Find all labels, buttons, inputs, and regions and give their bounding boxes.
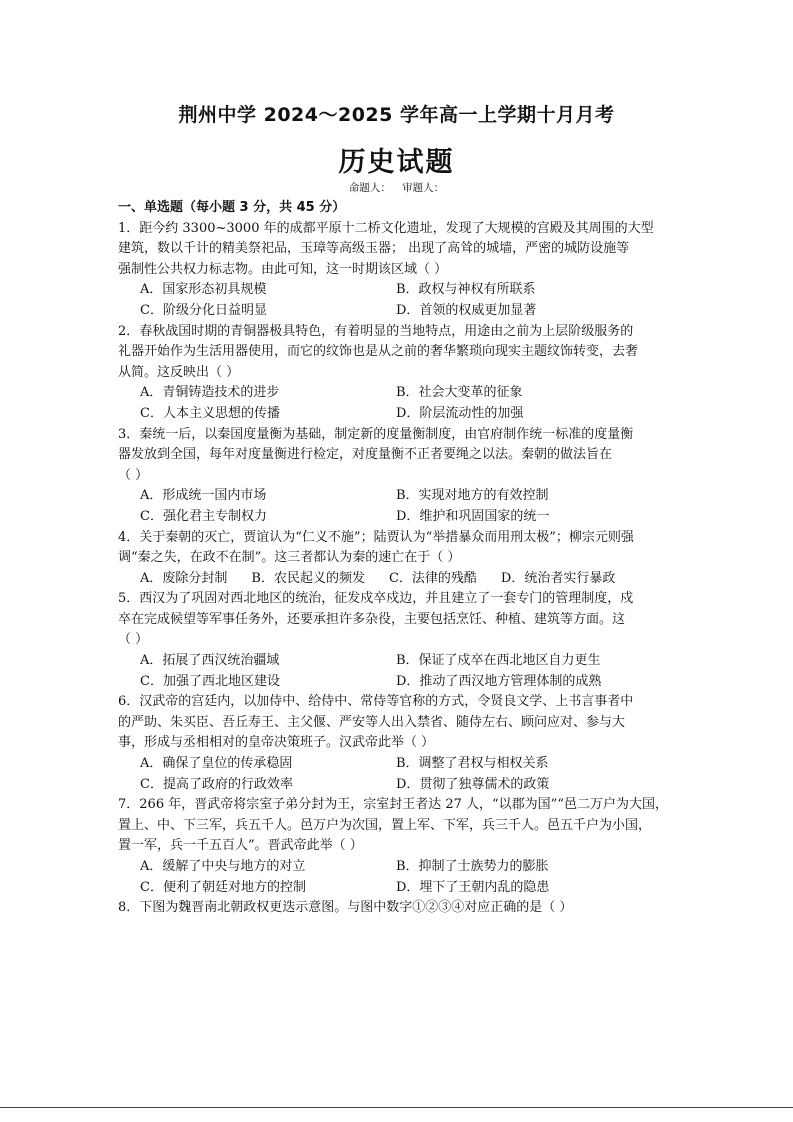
reviewer-label: 审题人： (402, 182, 445, 194)
exam-title: 荆州中学 2024～2025 学年高一上学期十月月考 (178, 104, 615, 126)
question-stem-line: 3．秦统一后，以秦国度量衡为基础，制定新的度量衡制度，由官府制作统一标准的度量衡 (118, 426, 634, 442)
answer-option: B．政权与神权有所联系 (396, 282, 536, 298)
answer-options (118, 651, 676, 692)
answer-option: D．贯彻了独尊儒术的政策 (396, 776, 550, 792)
answer-option: C．法律的残酷 (388, 570, 477, 586)
answer-option: D．埋下了王朝内乱的隐患 (396, 879, 550, 895)
question-stem-line: 5．西汉为了巩固对西北地区的统治，征发戍卒戍边，并且建立了一套专门的管理制度，戍 (118, 591, 634, 607)
answer-option: C．阶级分化日益明显 (140, 302, 267, 318)
question-stem-line: 调“秦之失，在政不在制”。这三者都认为秦的速亡在于（ ） (118, 550, 461, 566)
answer-option: A．废除分封制 (140, 570, 228, 586)
answer-options (118, 486, 676, 527)
question-list (118, 198, 676, 919)
answer-option: A．形成统一国内市场 (140, 488, 267, 504)
answer-option: B．抑制了士族势力的膨胀 (396, 859, 549, 874)
question (118, 795, 676, 898)
answer-option: B．保证了戍卒在西北地区自力更生 (396, 653, 601, 669)
page-bottom-rule (0, 1107, 793, 1108)
question (118, 898, 676, 919)
question (118, 589, 676, 692)
answer-options (118, 569, 676, 590)
answer-option: D．首领的权威更加显著 (396, 302, 537, 318)
question-stem-line: 建筑，数以千计的精美祭祀品，玉璋等高级玉器； 出现了高耸的城墙，严密的城防设施等 (118, 241, 630, 257)
answer-option: C．人本主义思想的传播 (140, 405, 280, 421)
question-stem-line: 强制性公共权力标志物。由此可知，这一时期该区域（ ） (118, 261, 448, 277)
subject-title: 历史试题 (338, 147, 455, 178)
question-stem-line: 从简。这反映出（ ） (118, 364, 240, 380)
answer-option: A．国家形态初具规模 (140, 282, 267, 298)
question (118, 425, 676, 528)
answer-option: B．调整了君权与相权关系 (396, 756, 549, 772)
answer-option: A．青铜铸造技术的进步 (140, 385, 280, 401)
answer-option: B．社会大变革的征象 (396, 385, 523, 401)
answer-option: C．便利了朝廷对地方的控制 (140, 879, 306, 895)
answer-option: A．拓展了西汉统治疆域 (140, 653, 280, 669)
question-stem-line: 8．下图为魏晋南北朝政权更迭示意图。与图中数字①②③④对应正确的是（ ） (118, 900, 573, 916)
question-stem-line: 4．关于秦朝的灭亡，贾谊认为“仁义不施”；陆贾认为“举措暴众而用刑太极”；柳宗元则强 (118, 529, 634, 545)
question-stem-line: 礼器开始作为生活用器使用，而它的纹饰也是从之前的奢华繁琐向现实主题纹饰转变，去奢 (118, 344, 639, 360)
answer-options (118, 754, 676, 795)
question-stem-line: 置一军，兵一千五百人”。晋武帝此举（ ） (118, 838, 363, 854)
answer-option: D．统治者实行暴政 (500, 570, 616, 586)
question-stem-line: 卒在完成候望等军事任务外，还要承担许多杂役，主要包括烹饪、种植、建筑等方面。这 (118, 611, 626, 627)
question-stem-line: 事，形成与丞相相对的皇帝决策班子。汉武帝此举（ ） (118, 735, 435, 751)
answer-option: D．维护和巩固国家的统一 (396, 508, 550, 524)
answer-options (118, 857, 676, 898)
author-line (0, 180, 793, 195)
answer-option: C．强化君主专制权力 (140, 508, 267, 524)
answer-option: D．推动了西汉地方管理体制的成熟 (396, 673, 602, 689)
question-stem-line: 6．汉武帝的宫廷内，以加侍中、给侍中、常侍等官称的方式，令贤良文学、上书言事者中 (118, 694, 634, 710)
question-stem-line: （ ） (118, 467, 149, 483)
answer-options (118, 280, 676, 321)
question-stem-line: 器发放到全国，每年对度量衡进行检定，对度量衡不正者要绳之以法。秦朝的做法旨在 (118, 447, 613, 463)
question (118, 692, 676, 795)
question (118, 528, 676, 590)
answer-option: A．确保了皇位的传承稳固 (140, 756, 293, 772)
question-stem-line: 1．距今约 3300~3000 年的成都平原十二桥文化遗址，发现了大规模的宫殿及其周围的大型 (118, 220, 654, 236)
answer-option: C．加强了西北地区建设 (140, 673, 280, 689)
question (118, 322, 676, 425)
question (118, 219, 676, 322)
answer-option: D．阶层流动性的加强 (396, 405, 524, 421)
question-stem-line: 7．266 年，晋武帝将宗室子弟分封为王，宗室封王者达 27 人，“以郡为国”“邑二万户为大国， (118, 797, 668, 813)
author-label: 命题人： (348, 182, 391, 194)
question-stem-line: 2．春秋战国时期的青铜器极具特色，有着明显的当地特点，用途由之前为上层阶级服务的 (118, 323, 634, 339)
section-heading: 一、单选题（每小题 3 分，共 45 分） (118, 200, 346, 215)
question-stem-line: （ ） (118, 632, 149, 648)
answer-option: C．提高了政府的行政效率 (140, 776, 293, 792)
question-stem-line: 的严助、朱买臣、吾丘寿王、主父偃、严安等人出入禁省、随侍左右、顾问应对、参与大 (118, 714, 626, 730)
answer-options (118, 383, 676, 424)
question-stem-line: 置上、中、下三军，兵五千人。邑万户为次国，置上军、下军，兵三千人。邑五千户为小国， (118, 817, 652, 833)
answer-option: B．实现对地方的有效控制 (396, 488, 549, 504)
answer-option: A．缓解了中央与地方的对立 (140, 859, 306, 874)
answer-option: B．农民起义的频发 (251, 570, 365, 586)
